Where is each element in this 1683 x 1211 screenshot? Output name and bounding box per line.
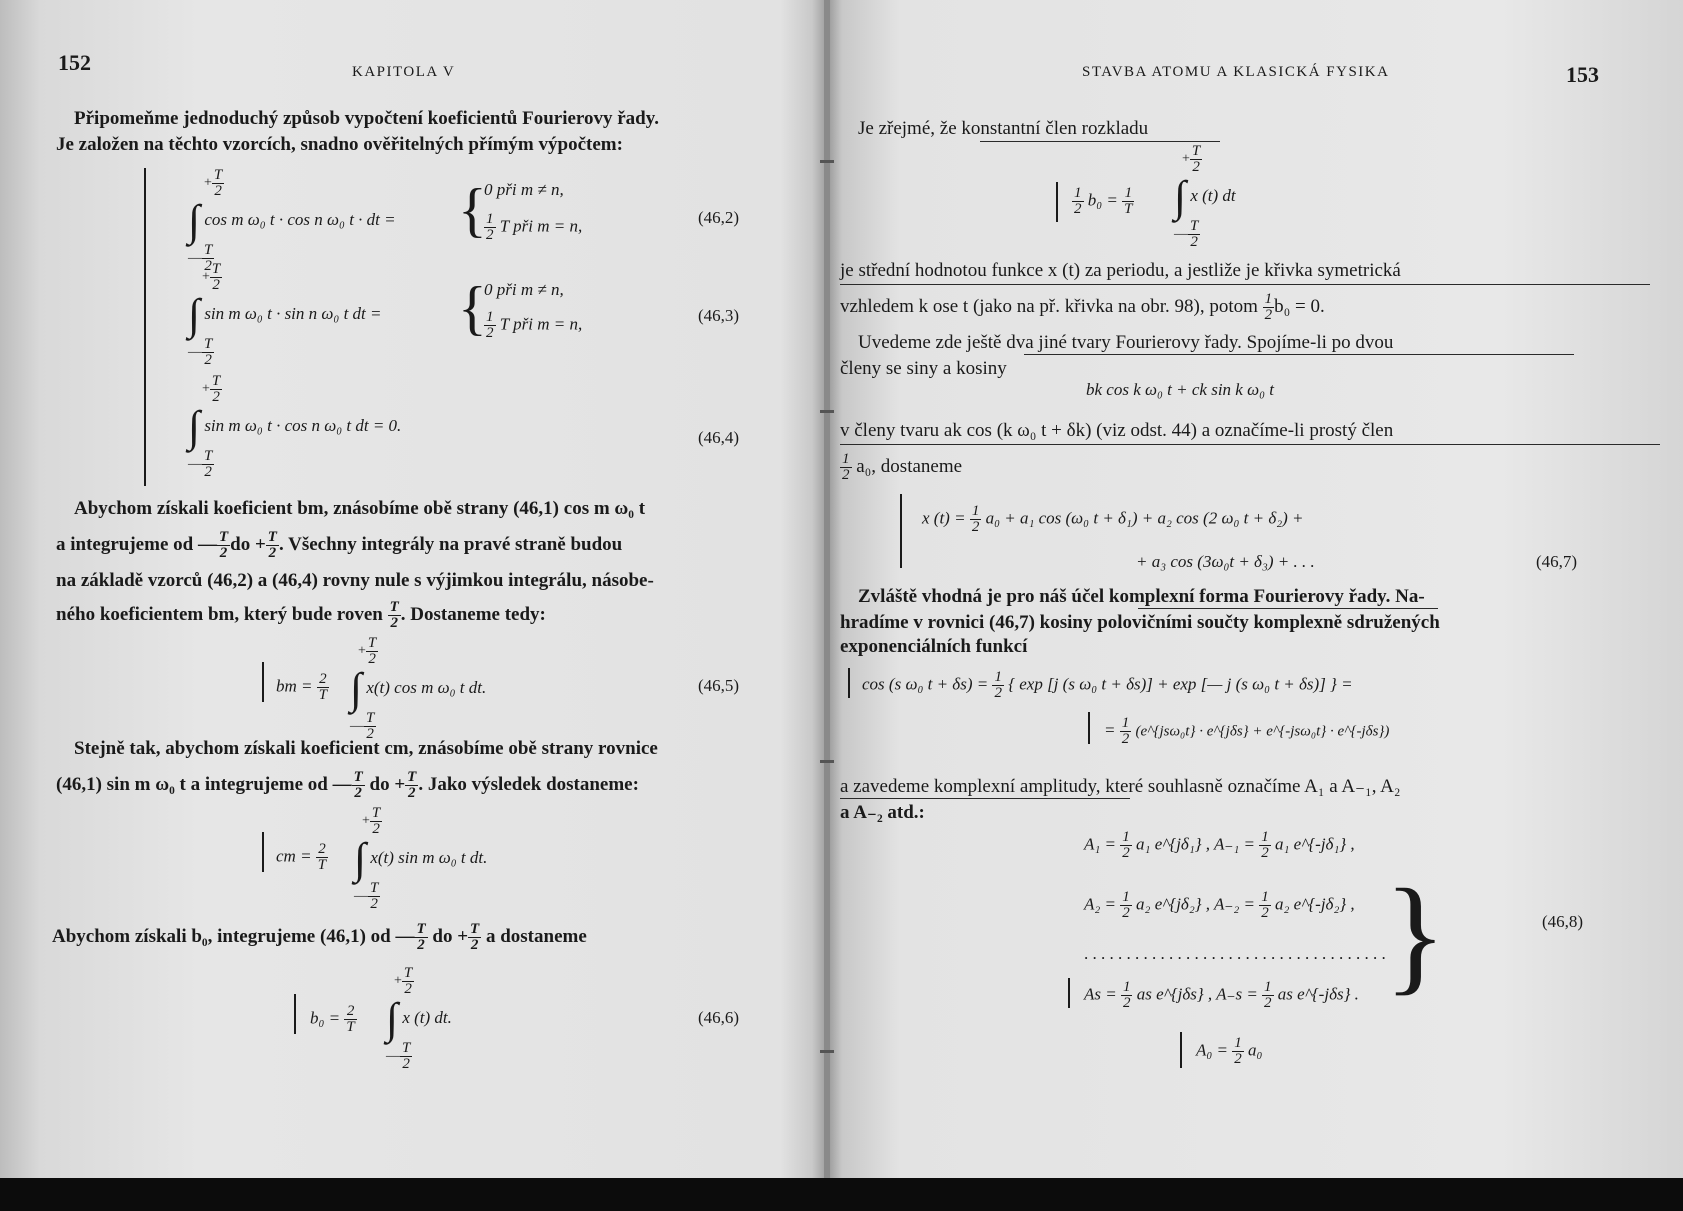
text-line: v členy tvaru ak cos (k ω₀ t + δk) (viz odst. 44) a označíme-li prostý člen: [840, 420, 1394, 441]
text-line: je střední hodnotou funkce x (t) za periodu, a jestliže je křivka symetrická: [840, 260, 1401, 281]
margin-bar: [294, 994, 296, 1034]
equation-46-8-row2: A₂ = $\frac{1}{2}$ a₂ e^{jδ₂} , A₋₂ = $\frac{1}{2}$ a₂ e^{-jδ₂} ,: [1084, 889, 1355, 921]
equation-46-8-row1: A₁ = $\frac{1}{2}$ a₁ e^{jδ₁} , A₋₁ = $\frac{1}{2}$ a₁ e^{-jδ₁} ,: [1084, 829, 1355, 861]
margin-bar: [262, 662, 264, 702]
margin-bar: [900, 494, 902, 568]
text-line: Stejně tak, abychom získali koeficient cm, znásobíme obě strany rovnice: [74, 738, 658, 759]
equation-number: (46,4): [698, 428, 740, 447]
equation-46-8-row3: As = $\frac{1}{2}$ as e^{jδs} , A₋s = $\frac{1}{2}$ as e^{-jδs} .: [1084, 979, 1359, 1011]
running-head: KAPITOLA V: [352, 64, 456, 80]
margin-bar: [1088, 712, 1090, 744]
equation-46-5: bm = $\frac{2}{T}$: [276, 671, 328, 703]
margin-bar: [848, 668, 850, 698]
scan-border: [0, 1178, 1683, 1211]
margin-bar: [1068, 978, 1070, 1008]
running-head: STAVBA ATOMU A KLASICKÁ FYSIKA: [1082, 64, 1390, 80]
equation-46-2: + $\frac{T}{2}$ ∫ cos m ω₀ t · cos n ω₀ t · dt = — $\frac{T}{2}$: [188, 167, 396, 274]
text-line: členy se siny a kosiny: [840, 358, 1007, 379]
equation-number: (46,6): [698, 1008, 740, 1027]
equation-46-7-line2: + a₃ cos (3ω₀t + δ₃) + . . .: [1136, 552, 1315, 571]
text-line: a integrujeme od — $\frac{T}{2}$ do + $\frac{T}{2}$ . Všechny integrály na pravé straně budou: [56, 529, 623, 561]
pencil-underline: [1024, 354, 1574, 355]
pencil-underline: [840, 444, 1660, 445]
case-line: $\frac{1}{2}$ T při m = n,: [486, 211, 583, 243]
integral-sign: ∫: [188, 196, 201, 245]
intro-line: Je založen na těchto vzorcích, snadno ověřitelných přímým výpočtem:: [56, 134, 623, 155]
text-line: a zavedeme komplexní amplitudy, které souhlasně označíme A₁ a A₋₁, A₂: [840, 776, 1401, 797]
text-line: Abychom získali b₀, integrujeme (46,1) od — $\frac{T}{2}$ do + $\frac{T}{2}$ a dostaneme: [52, 921, 587, 953]
intro-line: Připomeňme jednoduchý způsob vypočtení koeficientů Fourierovy řady.: [74, 108, 659, 129]
page-number: 152: [58, 50, 91, 75]
text-line: ného koeficientem bm, který bude roven $\frac{T}{2}$ . Dostaneme tedy:: [56, 599, 546, 631]
integral-sign: ∫: [354, 834, 367, 883]
text-line: (46,1) sin m ω₀ t a integrujeme od — $\frac{T}{2}$ do + $\frac{T}{2}$ . Jako výsledek dostaneme:: [56, 769, 639, 801]
case-line: 0 při m ≠ n,: [484, 180, 564, 199]
margin-bar: [1180, 1032, 1182, 1068]
page-number: 153: [1566, 62, 1599, 87]
equation-number: (46,5): [698, 676, 740, 695]
text-line: $\frac{1}{2}$ a₀, dostaneme: [842, 451, 963, 483]
equation-bk-ck: bk cos k ω₀ t + ck sin k ω₀ t: [1086, 380, 1274, 399]
equation-cm: cm = $\frac{2}{T}$: [276, 841, 327, 873]
equation-number: (46,2): [698, 208, 740, 227]
pencil-underline: [980, 141, 1220, 142]
text-line: Abychom získali koeficient bm, znásobíme obě strany (46,1) cos m ω₀ t: [74, 498, 646, 519]
integral-sign: ∫: [350, 664, 363, 713]
margin-bar: [144, 168, 146, 486]
left-page: [0, 0, 826, 1211]
integral-sign: ∫: [386, 994, 399, 1043]
integral-sign: ∫: [188, 402, 201, 451]
equation-cos-exp: cos (s ω₀ t + δs) = $\frac{1}{2}$ { exp [j (s ω₀ t + δs)] + exp [— j (s ω₀ t + δs)] } =: [862, 669, 1353, 701]
equation-46-4: + $\frac{T}{2}$ ∫ sin m ω₀ t · cos n ω₀ t dt = 0. — $\frac{T}{2}$: [188, 373, 402, 480]
text-line: a A₋₂ atd.:: [840, 802, 925, 823]
equation-number: (46,7): [1536, 552, 1578, 571]
margin-bar: [262, 832, 264, 872]
equation-cm-integral: + $\frac{T}{2}$ ∫ x(t) sin m ω₀ t dt. — $\frac{T}{2}$: [354, 805, 488, 912]
pencil-underline: [1138, 608, 1438, 609]
equation-46-6: b₀ = $\frac{2}{T}$: [310, 1003, 355, 1035]
equation-number: (46,8): [1542, 912, 1584, 931]
equation-A0: A₀ = $\frac{1}{2}$ a₀: [1196, 1035, 1263, 1067]
equation-46-7: x (t) = $\frac{1}{2}$ a₀ + a₁ cos (ω₀ t + δ₁) + a₂ cos (2 ω₀ t + δ₂) +: [922, 503, 1304, 535]
equation-cos-exp-line2: = $\frac{1}{2}$ (e^{jsω₀t} · e^{jδs} + e^{-jsω₀t} · e^{-jδs}): [1104, 715, 1390, 747]
text-line: Je zřejmé, že konstantní člen rozkladu: [858, 118, 1149, 139]
text-line: hradíme v rovnici (46,7) kosiny polovičními součty komplexně sdružených: [840, 612, 1440, 633]
brace: {: [458, 275, 487, 341]
integral-sign: ∫: [1174, 172, 1187, 221]
equation-b0: $\frac{1}{2}$ b₀ = $\frac{1}{T}$: [1074, 185, 1133, 217]
right-page: [828, 0, 1683, 1211]
text-line: Uvedeme zde ještě dva jiné tvary Fourierovy řady. Spojíme-li po dvou: [858, 332, 1394, 353]
margin-bar: [1056, 182, 1058, 222]
text-line: Zvláště vhodná je pro náš účel komplexní forma Fourierovy řady. Na-: [858, 586, 1425, 607]
equation-46-5-integral: + $\frac{T}{2}$ ∫ x(t) cos m ω₀ t dt. — $\frac{T}{2}$: [350, 635, 487, 742]
text-line: exponenciálních funkcí: [840, 636, 1028, 657]
equation-number: (46,3): [698, 306, 740, 325]
case-line: $\frac{1}{2}$ T při m = n,: [486, 309, 583, 341]
equation-46-6-integral: + $\frac{T}{2}$ ∫ x (t) dt. — $\frac{T}{2}$: [386, 965, 452, 1072]
pencil-underline: [840, 284, 1650, 285]
case-line: 0 při m ≠ n,: [484, 280, 564, 299]
equation-b0-integral: + $\frac{T}{2}$ ∫ x (t) dt — $\frac{T}{2}$: [1174, 143, 1236, 250]
integral-sign: ∫: [188, 290, 201, 339]
equation-46-8-dots: . . . . . . . . . . . . . . . . . . . . . . . . . . . . . . . . . . . .: [1084, 944, 1386, 963]
equation-46-3: + $\frac{T}{2}$ ∫ sin m ω₀ t · sin n ω₀ t dt = — $\frac{T}{2}$: [188, 261, 382, 368]
pencil-underline: [840, 798, 1130, 799]
text-line: na základě vzorců (46,2) a (46,4) rovny nule s výjimkou integrálu, násobe-: [56, 570, 654, 591]
text-line: vzhledem k ose t (jako na př. křivka na obr. 98), potom $\frac{1}{2}$ b₀ = 0.: [840, 291, 1325, 323]
brace: {: [458, 177, 487, 243]
brace: }: [1384, 863, 1447, 1007]
